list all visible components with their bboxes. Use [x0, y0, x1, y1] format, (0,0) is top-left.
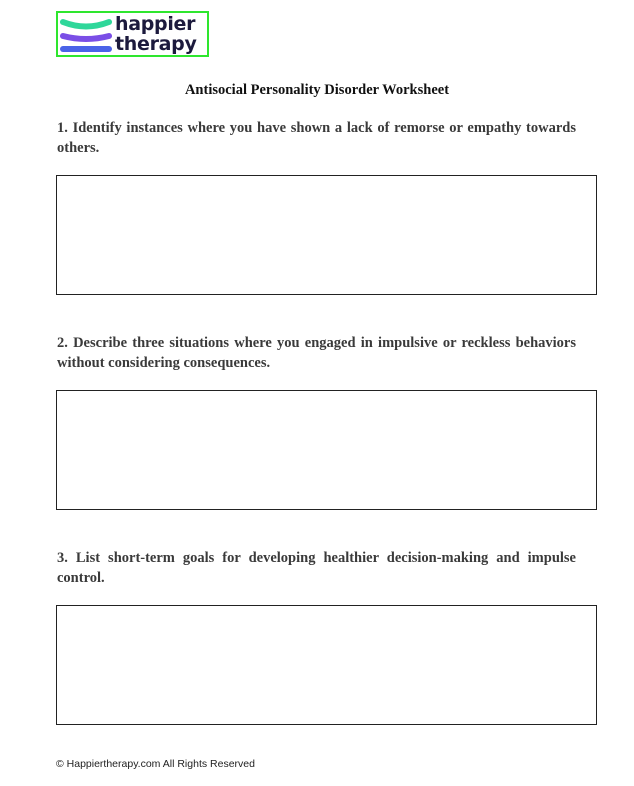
question-1: 1. Identify instances where you have shown a lack of remorse or empathy towards others. [57, 120, 576, 156]
question-3: 3. List short-term goals for developing healthier decision-making and impulse control. [57, 550, 576, 586]
worksheet-title: Antisocial Personality Disorder Worksheet [184, 82, 450, 98]
answer-box-1[interactable] [56, 175, 597, 295]
happier-therapy-logo [56, 11, 209, 57]
copyright-footer: © Happiertherapy.com All Rights Reserved [56, 758, 255, 770]
question-2: 2. Describe three situations where you engaged in impulsive or reckless behaviors without considering consequences. [57, 335, 576, 371]
answer-box-3[interactable] [56, 605, 597, 725]
answer-box-2[interactable] [56, 390, 597, 510]
logo-wordmark-line2: therapy [115, 33, 197, 55]
logo-stripes-icon [60, 17, 112, 55]
logo-wordmark-line1: happier [115, 13, 196, 35]
